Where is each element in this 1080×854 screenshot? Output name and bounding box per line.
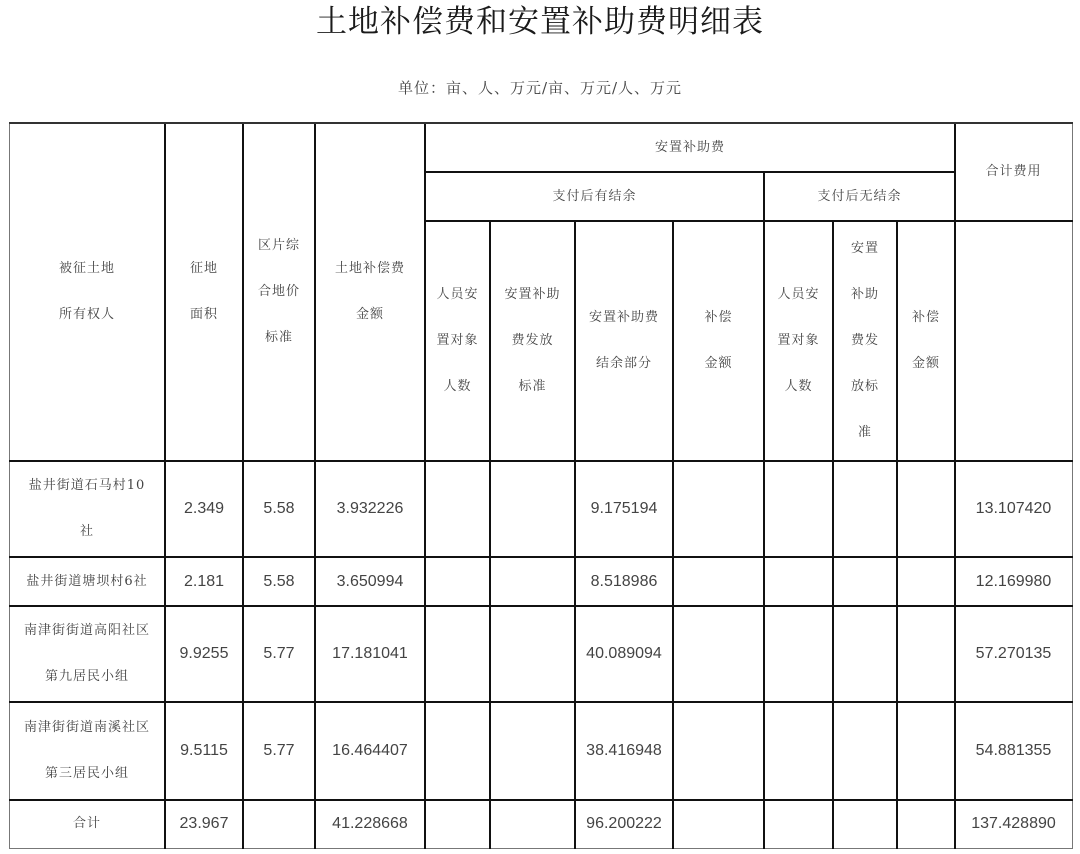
row-3-total-cost: 54.881355: [975, 742, 1052, 759]
row-3-area: 9.5115: [180, 742, 228, 759]
total-row-price-standard: [243, 800, 315, 848]
header-total-cost-blank: [955, 221, 1072, 461]
grid-line: [489, 221, 491, 849]
header-price-standard: 区片综 合地价 标准: [257, 238, 300, 345]
grid-line: [164, 123, 166, 849]
row-2-price-standard: 5.77: [263, 645, 295, 662]
row-3-wb-balance: 38.416948: [586, 742, 662, 759]
row-3-price-standard: 5.77: [263, 742, 295, 759]
grid-line: [424, 171, 955, 173]
header-nb-standard: 安置 补助 费发 放标 准: [850, 241, 879, 440]
row-3-owner: 南津街街道南溪社区 第三居民小组: [23, 720, 150, 781]
row-1-price-standard: 5.58: [263, 572, 295, 590]
row-2-owner: 南津街街道高阳社区 第九居民小组: [23, 623, 150, 684]
grid-line: [424, 220, 1073, 222]
unit-note: 单位：亩、人、万元/亩、万元/人、万元: [397, 79, 683, 97]
row-0-total-cost: 13.107420: [975, 500, 1052, 517]
grid-line: [9, 460, 1073, 462]
row-2-area: 9.9255: [179, 645, 229, 662]
header-wb-persons: 人员安 置对象 人数: [436, 287, 479, 394]
grid-line: [9, 799, 1073, 801]
header-without-balance: 支付后无结余: [817, 188, 902, 204]
grid-line: [9, 701, 1073, 703]
header-wb-standard: 安置补助 费发放 标准: [504, 287, 561, 394]
grid-line: [424, 123, 426, 849]
row-3-land-compensation: 16.464407: [332, 742, 408, 759]
document-title: 土地补偿费和安置补助费明细表: [316, 4, 764, 40]
total-row-area: 23.967: [179, 815, 229, 832]
row-0-price-standard: 5.58: [263, 500, 295, 517]
header-nb-compensation: 补偿 金额: [911, 310, 940, 371]
header-area: 征地 面积: [189, 261, 218, 322]
grid-line: [832, 221, 834, 849]
grid-line: [9, 605, 1073, 607]
grid-line: [9, 556, 1073, 558]
total-row-wb-balance: 96.200222: [586, 815, 662, 832]
row-1-area: 2.181: [183, 572, 225, 590]
row-2-total-cost: 57.270135: [975, 645, 1052, 662]
row-2-land-compensation: 17.181041: [332, 645, 408, 662]
row-1-land-compensation: 3.650994: [336, 572, 404, 590]
header-land-compensation: 土地补偿费 金额: [334, 261, 405, 322]
grid-line: [574, 221, 576, 849]
grid-line: [896, 221, 898, 849]
row-1-wb-balance: 8.518986: [590, 572, 658, 590]
total-row-total-cost: 137.428890: [971, 815, 1056, 832]
row-2-wb-balance: 40.089094: [586, 645, 662, 662]
row-1-owner: 盐井街道塘坝村6社: [26, 573, 148, 589]
grid-line: [763, 172, 765, 849]
row-1-total-cost: 12.169980: [975, 572, 1052, 590]
header-nb-persons: 人员安 置对象 人数: [777, 287, 820, 394]
header-owner: 被征土地 所有权人: [58, 261, 115, 322]
total-row-label: 合计: [72, 816, 101, 831]
header-total-cost: 合计费用: [985, 164, 1042, 179]
row-0-wb-balance: 9.175194: [590, 500, 658, 517]
header-with-balance: 支付后有结余: [552, 188, 637, 204]
row-0-owner: 盐井街道石马村10 社: [28, 478, 146, 539]
row-0-area: 2.349: [183, 500, 225, 517]
grid-line: [672, 221, 674, 849]
grid-line: [954, 123, 956, 849]
grid-line: [9, 122, 1073, 124]
header-wb-balance: 安置补助费 结余部分: [588, 310, 659, 371]
total-row-land-compensation: 41.228668: [332, 815, 408, 832]
row-0-land-compensation: 3.932226: [336, 500, 404, 517]
header-resettlement-group: 安置补助费: [654, 139, 725, 155]
grid-line: [242, 123, 244, 849]
header-wb-compensation: 补偿 金额: [704, 310, 733, 371]
grid-line: [314, 123, 316, 849]
